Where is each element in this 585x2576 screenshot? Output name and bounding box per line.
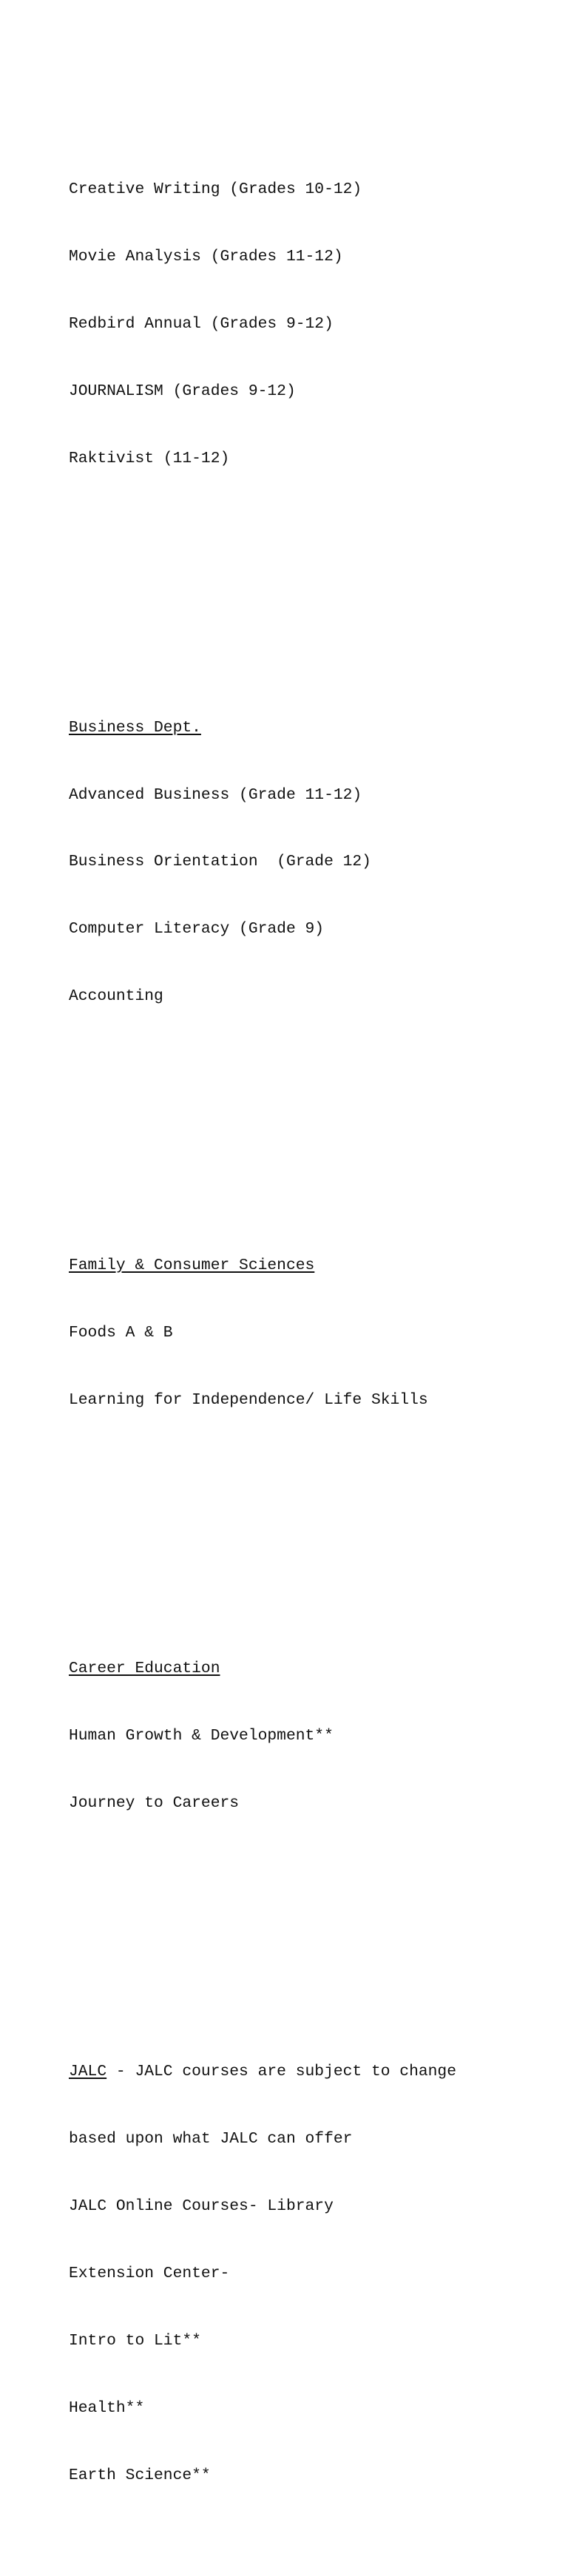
spacer	[69, 1523, 572, 1545]
course-item: Computer Literacy (Grade 9)	[69, 920, 325, 939]
section-heading-career: Career Education	[69, 1660, 220, 1678]
course-item: Redbird Annual (Grades 9-12)	[69, 315, 334, 334]
course-item: Health**	[69, 2398, 145, 2417]
course-item: JALC Online Courses- Library	[69, 2197, 334, 2216]
document-page	[69, 67, 572, 2576]
course-item: Earth Science**	[69, 2466, 211, 2484]
course-item: Accounting	[69, 987, 163, 1006]
course-item: Advanced Business (Grade 11-12)	[69, 785, 362, 804]
course-item: Creative Writing (Grades 10-12)	[69, 180, 362, 199]
business-section	[69, 672, 572, 1052]
course-item: Intro to Lit**	[69, 2331, 201, 2350]
section-heading-jalc: JALC	[69, 2063, 107, 2081]
family-consumer-section	[69, 1209, 572, 1456]
jalc-note-continued: based upon what JALC can offer	[69, 2130, 353, 2149]
course-item: Human Growth & Development**	[69, 1726, 334, 1745]
jalc-section	[69, 2016, 572, 2532]
jalc-heading-line	[69, 2061, 572, 2083]
course-item: Extension Center-	[69, 2265, 230, 2283]
section-heading-family: Family & Consumer Sciences	[69, 1256, 315, 1274]
course-item: Foods A & B	[69, 1323, 173, 1342]
course-item: Journey to Careers	[69, 1794, 240, 1812]
course-item: JOURNALISM (Grades 9-12)	[69, 382, 296, 401]
spacer	[69, 582, 572, 604]
english-course-list	[69, 134, 572, 515]
course-item: Business Orientation (Grade 12)	[69, 853, 371, 871]
spacer	[69, 1927, 572, 1949]
course-item: Raktivist (11-12)	[69, 450, 230, 468]
course-item: Learning for Independence/ Life Skills	[69, 1390, 428, 1409]
spacer	[69, 1120, 572, 1142]
course-item: Movie Analysis (Grades 11-12)	[69, 248, 343, 266]
section-heading-business: Business Dept.	[69, 718, 201, 737]
career-education-section	[69, 1612, 572, 1859]
jalc-note: - JALC courses are subject to change	[106, 2063, 456, 2081]
